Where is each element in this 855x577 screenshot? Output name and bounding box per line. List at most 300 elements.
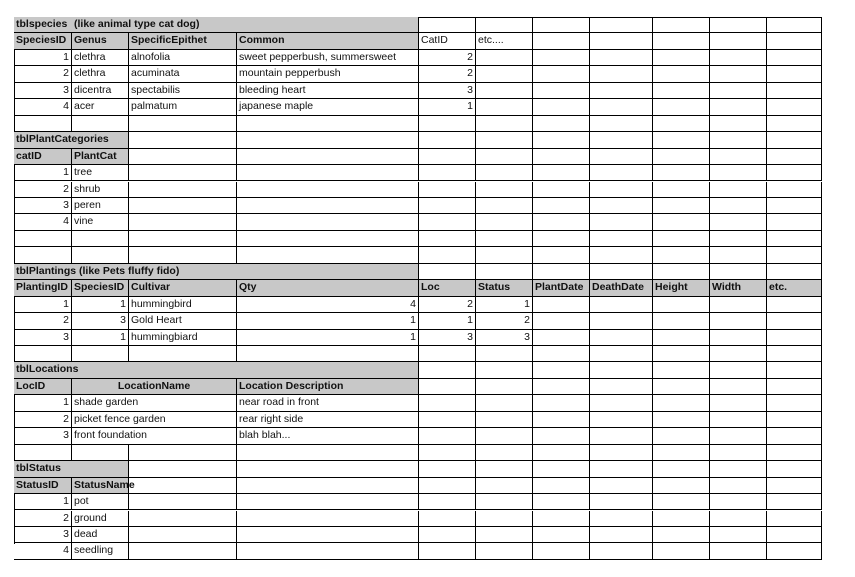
table-cell: 4 xyxy=(237,297,419,313)
empty-cell xyxy=(476,346,533,362)
empty-cell xyxy=(590,543,653,559)
empty-cell xyxy=(237,511,419,527)
empty-cell xyxy=(476,214,533,230)
empty-cell xyxy=(767,362,822,378)
empty-cell xyxy=(710,511,767,527)
empty-cell xyxy=(590,395,653,411)
empty-cell xyxy=(533,165,590,181)
empty-cell xyxy=(476,494,533,510)
empty-cell xyxy=(476,66,533,82)
table-cell: 2 xyxy=(419,66,476,82)
empty-cell xyxy=(476,362,533,378)
empty-cell xyxy=(653,214,710,230)
empty-cell xyxy=(533,297,590,313)
table-cell: 1 xyxy=(419,99,476,115)
table-cell: near road in front xyxy=(237,395,419,411)
empty-cell xyxy=(590,132,653,148)
empty-cell xyxy=(237,182,419,198)
empty-cell xyxy=(767,33,822,49)
empty-cell xyxy=(590,66,653,82)
empty-cell xyxy=(476,50,533,66)
column-header: Qty xyxy=(237,280,419,296)
empty-cell xyxy=(653,66,710,82)
empty-cell xyxy=(476,428,533,444)
empty-cell xyxy=(767,461,822,477)
empty-cell xyxy=(653,99,710,115)
empty-cell xyxy=(590,99,653,115)
table-cell: sweet pepperbush, summersweet xyxy=(237,50,419,66)
empty-cell xyxy=(237,214,419,230)
column-header: DeathDate xyxy=(590,280,653,296)
empty-cell xyxy=(767,247,822,263)
empty-cell xyxy=(533,346,590,362)
empty-cell xyxy=(476,264,533,280)
empty-cell xyxy=(653,379,710,395)
empty-cell xyxy=(710,428,767,444)
empty-cell xyxy=(129,445,237,461)
table-cell: hummingbiard xyxy=(129,330,237,346)
empty-cell xyxy=(419,346,476,362)
empty-cell xyxy=(419,428,476,444)
empty-cell xyxy=(419,527,476,543)
empty-cell xyxy=(710,264,767,280)
section-title: tblLocations xyxy=(14,362,419,378)
empty-cell xyxy=(767,494,822,510)
column-header: PlantCat xyxy=(72,149,129,165)
table-cell: 2 xyxy=(14,66,72,82)
empty-cell xyxy=(590,527,653,543)
empty-cell xyxy=(533,264,590,280)
empty-cell xyxy=(590,313,653,329)
empty-cell xyxy=(767,99,822,115)
table-cell: 2 xyxy=(14,511,72,527)
empty-cell xyxy=(767,297,822,313)
column-header: Common xyxy=(237,33,419,49)
empty-cell xyxy=(653,198,710,214)
empty-cell xyxy=(590,346,653,362)
empty-cell xyxy=(533,379,590,395)
empty-cell xyxy=(533,478,590,494)
empty-cell xyxy=(653,17,710,33)
table-cell: 1 xyxy=(14,50,72,66)
empty-cell xyxy=(419,461,476,477)
empty-cell xyxy=(653,543,710,559)
empty-cell xyxy=(129,494,237,510)
empty-cell xyxy=(419,494,476,510)
empty-cell xyxy=(653,527,710,543)
table-cell: 2 xyxy=(419,50,476,66)
empty-cell xyxy=(533,445,590,461)
empty-cell xyxy=(533,149,590,165)
table-cell: 3 xyxy=(14,527,72,543)
table-cell: tree xyxy=(72,165,129,181)
empty-cell xyxy=(533,231,590,247)
empty-cell xyxy=(653,182,710,198)
empty-cell xyxy=(710,66,767,82)
section-title: tblStatus xyxy=(14,461,129,477)
column-header: Location Description xyxy=(237,379,419,395)
empty-cell xyxy=(237,543,419,559)
column-header: Cultivar xyxy=(129,280,237,296)
empty-cell xyxy=(653,313,710,329)
table-cell: 4 xyxy=(14,99,72,115)
empty-cell xyxy=(129,198,237,214)
table-cell: 2 xyxy=(476,313,533,329)
empty-cell xyxy=(72,346,129,362)
empty-cell xyxy=(767,264,822,280)
column-header: SpeciesID xyxy=(14,33,72,49)
table-cell: pot xyxy=(72,494,129,510)
empty-cell xyxy=(767,116,822,132)
empty-cell xyxy=(533,198,590,214)
empty-cell xyxy=(767,132,822,148)
empty-cell xyxy=(476,379,533,395)
empty-cell xyxy=(590,297,653,313)
empty-cell xyxy=(237,445,419,461)
empty-cell xyxy=(590,379,653,395)
empty-cell xyxy=(476,99,533,115)
table-cell: clethra xyxy=(72,66,129,82)
empty-cell xyxy=(710,313,767,329)
empty-cell xyxy=(590,362,653,378)
empty-cell xyxy=(710,165,767,181)
empty-cell xyxy=(419,543,476,559)
empty-cell xyxy=(533,132,590,148)
empty-cell xyxy=(419,182,476,198)
empty-cell xyxy=(710,543,767,559)
empty-cell xyxy=(653,494,710,510)
empty-cell xyxy=(129,116,237,132)
empty-cell xyxy=(533,395,590,411)
empty-cell xyxy=(653,116,710,132)
empty-cell xyxy=(590,165,653,181)
empty-cell xyxy=(767,543,822,559)
empty-cell xyxy=(590,428,653,444)
table-cell: ground xyxy=(72,511,129,527)
empty-cell xyxy=(476,182,533,198)
table-cell: 1 xyxy=(419,313,476,329)
empty-cell xyxy=(419,478,476,494)
empty-cell xyxy=(533,247,590,263)
empty-cell xyxy=(129,214,237,230)
column-header: LocationName xyxy=(72,379,237,395)
empty-cell xyxy=(767,445,822,461)
empty-cell xyxy=(710,445,767,461)
empty-cell xyxy=(533,83,590,99)
table-cell: 3 xyxy=(72,313,129,329)
table-cell: shrub xyxy=(72,182,129,198)
column-header: StatusName xyxy=(72,478,129,494)
empty-cell xyxy=(419,412,476,428)
empty-cell xyxy=(653,428,710,444)
empty-cell xyxy=(533,511,590,527)
empty-cell xyxy=(129,527,237,543)
table-cell: 1 xyxy=(14,395,72,411)
table-cell: blah blah... xyxy=(237,428,419,444)
empty-cell xyxy=(767,214,822,230)
empty-cell xyxy=(653,362,710,378)
empty-cell xyxy=(533,461,590,477)
table-cell: rear right side xyxy=(237,412,419,428)
empty-cell xyxy=(590,116,653,132)
empty-cell xyxy=(476,445,533,461)
empty-cell xyxy=(476,543,533,559)
table-cell: shade garden xyxy=(72,395,237,411)
empty-cell xyxy=(653,511,710,527)
empty-cell xyxy=(767,17,822,33)
section-title: tblspecies xyxy=(14,17,72,33)
column-header: Width xyxy=(710,280,767,296)
table-cell: japanese maple xyxy=(237,99,419,115)
column-header: StatusID xyxy=(14,478,72,494)
empty-cell xyxy=(767,511,822,527)
empty-cell xyxy=(710,149,767,165)
table-cell: acuminata xyxy=(129,66,237,82)
column-header: LocID xyxy=(14,379,72,395)
empty-cell xyxy=(129,231,237,247)
empty-cell xyxy=(476,165,533,181)
empty-cell xyxy=(710,132,767,148)
empty-cell xyxy=(419,395,476,411)
empty-cell xyxy=(476,198,533,214)
empty-cell xyxy=(590,231,653,247)
column-header: Height xyxy=(653,280,710,296)
column-header: PlantingID xyxy=(14,280,72,296)
empty-cell xyxy=(476,527,533,543)
empty-cell xyxy=(419,247,476,263)
empty-cell xyxy=(14,116,72,132)
empty-cell xyxy=(129,132,237,148)
empty-cell xyxy=(710,494,767,510)
empty-cell xyxy=(767,412,822,428)
empty-cell xyxy=(533,330,590,346)
empty-cell xyxy=(533,17,590,33)
empty-cell xyxy=(419,17,476,33)
column-header: CatID xyxy=(419,33,476,49)
empty-cell xyxy=(767,313,822,329)
empty-cell xyxy=(72,231,129,247)
empty-cell xyxy=(419,214,476,230)
empty-cell xyxy=(710,412,767,428)
empty-cell xyxy=(476,412,533,428)
empty-cell xyxy=(710,527,767,543)
empty-cell xyxy=(419,362,476,378)
empty-cell xyxy=(237,198,419,214)
empty-cell xyxy=(653,264,710,280)
empty-cell xyxy=(710,461,767,477)
empty-cell xyxy=(653,132,710,148)
empty-cell xyxy=(767,198,822,214)
empty-cell xyxy=(129,511,237,527)
empty-cell xyxy=(419,198,476,214)
empty-cell xyxy=(419,379,476,395)
empty-cell xyxy=(476,461,533,477)
table-cell: picket fence garden xyxy=(72,412,237,428)
empty-cell xyxy=(710,395,767,411)
empty-cell xyxy=(533,214,590,230)
table-cell: vine xyxy=(72,214,129,230)
empty-cell xyxy=(419,116,476,132)
empty-cell xyxy=(476,17,533,33)
empty-cell xyxy=(653,445,710,461)
empty-cell xyxy=(710,330,767,346)
empty-cell xyxy=(590,247,653,263)
column-header: SpecificEpithet xyxy=(129,33,237,49)
empty-cell xyxy=(590,511,653,527)
empty-cell xyxy=(767,379,822,395)
empty-cell xyxy=(653,165,710,181)
table-cell: 1 xyxy=(72,297,129,313)
table-cell: 2 xyxy=(419,297,476,313)
empty-cell xyxy=(533,428,590,444)
table-cell: 3 xyxy=(419,330,476,346)
empty-cell xyxy=(653,478,710,494)
empty-cell xyxy=(419,149,476,165)
empty-cell xyxy=(767,50,822,66)
table-cell: 3 xyxy=(14,428,72,444)
empty-cell xyxy=(653,330,710,346)
empty-cell xyxy=(14,445,72,461)
empty-cell xyxy=(710,198,767,214)
empty-cell xyxy=(129,478,237,494)
empty-cell xyxy=(419,264,476,280)
empty-cell xyxy=(590,214,653,230)
empty-cell xyxy=(590,50,653,66)
table-cell: 1 xyxy=(14,297,72,313)
empty-cell xyxy=(72,445,129,461)
empty-cell xyxy=(129,543,237,559)
empty-cell xyxy=(590,264,653,280)
empty-cell xyxy=(767,231,822,247)
empty-cell xyxy=(237,149,419,165)
empty-cell xyxy=(710,99,767,115)
empty-cell xyxy=(476,395,533,411)
empty-cell xyxy=(419,132,476,148)
column-header: Loc xyxy=(419,280,476,296)
empty-cell xyxy=(653,461,710,477)
empty-cell xyxy=(419,165,476,181)
empty-cell xyxy=(476,132,533,148)
empty-cell xyxy=(767,527,822,543)
empty-cell xyxy=(476,149,533,165)
empty-cell xyxy=(767,149,822,165)
empty-cell xyxy=(653,395,710,411)
empty-cell xyxy=(14,231,72,247)
empty-cell xyxy=(533,412,590,428)
empty-cell xyxy=(653,297,710,313)
empty-cell xyxy=(653,83,710,99)
table-cell: 3 xyxy=(14,83,72,99)
table-cell: acer xyxy=(72,99,129,115)
column-header: etc. xyxy=(767,280,822,296)
empty-cell xyxy=(710,83,767,99)
empty-cell xyxy=(533,313,590,329)
section-title: tblPlantCategories xyxy=(14,132,129,148)
empty-cell xyxy=(237,494,419,510)
column-header: SpeciesID xyxy=(72,280,129,296)
table-cell: seedling xyxy=(72,543,129,559)
empty-cell xyxy=(129,165,237,181)
empty-cell xyxy=(767,165,822,181)
empty-cell xyxy=(237,461,419,477)
empty-cell xyxy=(767,66,822,82)
empty-cell xyxy=(710,50,767,66)
spreadsheet-grid xyxy=(14,17,822,557)
empty-cell xyxy=(237,527,419,543)
empty-cell xyxy=(476,231,533,247)
empty-cell xyxy=(419,511,476,527)
empty-cell xyxy=(710,116,767,132)
empty-cell xyxy=(476,116,533,132)
table-cell: 1 xyxy=(72,330,129,346)
empty-cell xyxy=(590,17,653,33)
empty-cell xyxy=(590,33,653,49)
empty-cell xyxy=(590,198,653,214)
table-cell: clethra xyxy=(72,50,129,66)
column-header: Status xyxy=(476,280,533,296)
empty-cell xyxy=(533,494,590,510)
empty-cell xyxy=(710,478,767,494)
empty-cell xyxy=(476,478,533,494)
empty-cell xyxy=(710,346,767,362)
empty-cell xyxy=(710,17,767,33)
empty-cell xyxy=(710,297,767,313)
table-cell: 1 xyxy=(237,313,419,329)
table-cell: 4 xyxy=(14,543,72,559)
table-cell: bleeding heart xyxy=(237,83,419,99)
empty-cell xyxy=(590,478,653,494)
empty-cell xyxy=(590,149,653,165)
empty-cell xyxy=(590,330,653,346)
table-cell: 1 xyxy=(476,297,533,313)
empty-cell xyxy=(237,478,419,494)
empty-cell xyxy=(419,445,476,461)
empty-cell xyxy=(237,247,419,263)
table-cell: 1 xyxy=(14,494,72,510)
empty-cell xyxy=(533,33,590,49)
empty-cell xyxy=(710,362,767,378)
empty-cell xyxy=(590,83,653,99)
empty-cell xyxy=(419,231,476,247)
table-cell: 3 xyxy=(14,330,72,346)
empty-cell xyxy=(590,461,653,477)
table-cell: front foundation xyxy=(72,428,237,444)
empty-cell xyxy=(476,247,533,263)
empty-cell xyxy=(653,50,710,66)
empty-cell xyxy=(237,231,419,247)
table-cell: peren xyxy=(72,198,129,214)
empty-cell xyxy=(129,149,237,165)
table-cell: dead xyxy=(72,527,129,543)
table-cell: 3 xyxy=(419,83,476,99)
empty-cell xyxy=(237,132,419,148)
empty-cell xyxy=(710,379,767,395)
column-header: Genus xyxy=(72,33,129,49)
table-cell: mountain pepperbush xyxy=(237,66,419,82)
empty-cell xyxy=(72,116,129,132)
empty-cell xyxy=(710,214,767,230)
empty-cell xyxy=(533,116,590,132)
empty-cell xyxy=(653,247,710,263)
table-cell: 2 xyxy=(14,313,72,329)
table-cell: dicentra xyxy=(72,83,129,99)
column-header: catID xyxy=(14,149,72,165)
empty-cell xyxy=(533,50,590,66)
empty-cell xyxy=(767,428,822,444)
table-cell: spectabilis xyxy=(129,83,237,99)
table-cell: 3 xyxy=(476,330,533,346)
empty-cell xyxy=(590,412,653,428)
